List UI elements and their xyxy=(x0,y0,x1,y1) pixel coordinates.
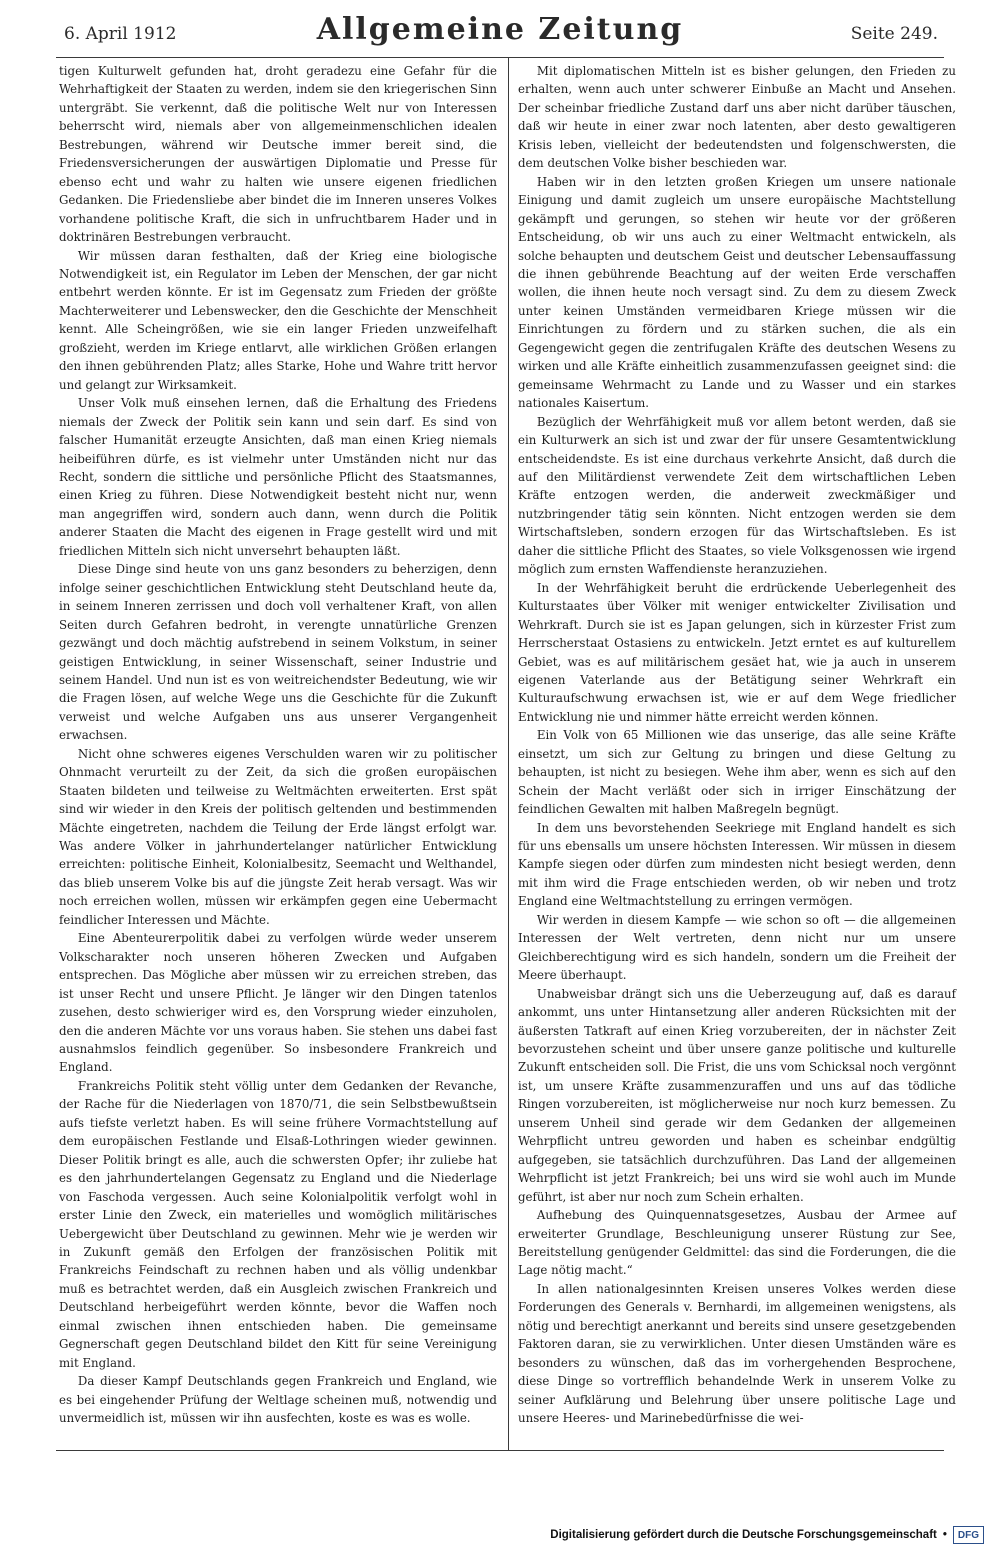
paragraph: Frankreichs Politik steht völlig unter dem Gedanken der Revanche, der Rache für die Niederlagen von 1870/71, die sein Selbstbewußtsein aufs tiefste verletzt haben. Es will seine frühere Vormachtstellung auf dem europäischen Festlande und Elsaß-Lothringen wieder gewinnen. Dieser Politik bringt es alle, auch die schwersten Opfer; ihr zuliebe hat es den jahrhundertelangen Gegensatz zu England und die Niederlage von Faschoda vergessen. Auch seine Kolonialpolitik verfolgt wohl in erster Linie den Zweck, ein materielles und womöglich militärisches Uebergewicht über Deutschland zu gewinnen. Mehr wie je werden wir in Zukunft gemäß den Erfolgen der französischen Politik mit Frankreichs Feindschaft zu rechnen haben und als völlig undenkbar muß es betrachtet werden, daß ein Ausgleich zwischen Frankreich und Deutschland herbeigeführt werden könnte, bevor die Waffen noch einmal zwischen ihnen entschieden haben. Die gemeinsame Gegnerschaft gegen Deutschland bildet den Kitt für seine Vereinigung mit England. xyxy=(59,1078,497,1370)
paragraph: Mit diplomatischen Mitteln ist es bisher gelungen, den Frieden zu erhalten, wenn auch unter schwerer Einbuße an Macht und Ansehen. Der scheinbar friedliche Zustand darf uns aber nicht darüber täuschen, daß wir heute in einer zwar noch latenten, aber desto gewaltigeren Krisis leben, vielleicht der bedeutendsten und folgenschwersten, die dem deutschen Volke bisher beschieden war. xyxy=(518,64,956,171)
paragraph: Ein Volk von 65 Millionen wie das unserige, das alle seine Kräfte einsetzt, um sich zur Geltung zu bringen und diese Geltung zu behaupten, ist nicht zu besiegen. Wehe ihm aber, wenn es sich auf den Schein der Macht verläßt oder sich in irriger Einschätzung der feindlichen Gewalten mit halben Maßregeln begnügt. xyxy=(518,728,956,817)
paragraph: In allen nationalgesinnten Kreisen unseres Volkes werden diese Forderungen des Generals v. Bernhardi, im allgemeinen wenigstens, als nötig und berechtigt anerkannt und bereits sind unsere gesetzgebenden Faktoren daran, sie zu verwirklichen. Unter diesen Umständen wäre es besonders zu wünschen, daß das im vorhergehenden Besprochene, diese Dinge so vortrefflich behandelnde Werk in unserem Volke zu seiner Aufklärung und Belehrung über unsere politische Lage und unsere Heeres- und Marinebedürfnisse die wei- xyxy=(518,1281,956,1426)
left-column xyxy=(59,62,497,1428)
page-number: Seite 249. xyxy=(850,24,938,44)
paragraph: Wir müssen daran festhalten, daß der Krieg eine biologische Notwendigkeit ist, ein Regulator im Leben der Menschen, der gar nicht entbehrt werden könnte. Er ist im Gegensatz zum Frieden der größte Machterweiterer und Lebenswecker, den die Geschichte der Menschheit kennt. Alle Scheingrößen, wie sie ein langer Frieden unzweifelhaft großzieht, werden im Kriege entlarvt, alle wirklichen Größen erlangen den ihnen gebührenden Platz; alles Starke, Hohe und Wahre tritt hervor und gelangt zur Wirksamkeit. xyxy=(59,248,497,392)
masthead-title: Allgemeine Zeitung xyxy=(316,12,684,47)
issue-date: 6. April 1912 xyxy=(64,24,177,44)
paragraph: Wir werden in diesem Kampfe — wie schon so oft — die allgemeinen Interessen der Welt vertreten, denn nicht nur um unsere Gleichberechtigung wird es sich handeln, sondern um die Freiheit der Meere überhaupt. xyxy=(518,912,956,983)
right-column xyxy=(518,62,956,1428)
paragraph: In dem uns bevorstehenden Seekriege mit England handelt es sich für uns ebensalls um unsere höchsten Interessen. Wir müssen in diesem Kampfe siegen oder dürfen zum mindesten nicht besiegt werden, denn mit ihm wird die Frage entschieden werden, ob wir neben und trotz England eine Weltmachtstellung zu erringen vermögen. xyxy=(518,820,956,909)
footer-rule xyxy=(56,1450,944,1451)
header-rule xyxy=(56,57,944,58)
paragraph: Eine Abenteurerpolitik dabei zu verfolgen würde weder unserem Volkscharakter noch unseren höheren Zwecken und Aufgaben entsprechen. Das Mögliche aber müssen wir zu erreichen streben, das ist unser Recht und unsere Pflicht. Je länger wir den Dingen tatenlos zusehen, desto schwieriger wird es, den Vorsprung wieder einzuholen, den die anderen Mächte vor uns voraus haben. Sie stehen uns dabei fast ausnahmslos feindlich gegenüber. So insbesondere Frankreich und England. xyxy=(59,931,497,1075)
column-divider xyxy=(508,58,509,1450)
paragraph: In der Wehrfähigkeit beruht die erdrückende Ueberlegenheit des Kulturstaates über Völker mit weniger entwickelter Zivilisation und Wehrkraft. Durch sie ist es Japan gelungen, sich in kürzester Frist zum Herrscherstaat Ostasiens zu entwickeln. Jetzt erntet es auf kulturellem Gebiet, was es auf militärischem gesäet hat, wie ja auch in unserem eigenen Vaterlande aus der Betätigung seiner Wehrkraft ein Kulturaufschwung erwachsen ist, wie er auf dem Wege friedlicher Entwicklung nie und nimmer hätte erreicht werden können. xyxy=(518,580,956,724)
digitization-credit xyxy=(550,1525,984,1545)
credit-separator: • xyxy=(942,1529,947,1541)
paragraph: Da dieser Kampf Deutschlands gegen Frankreich und England, wie es bei eingehender Prüfung der Weltlage scheinen muß, notwendig und unvermeidlich ist, müssen wir ihn ausfechten, koste es was es wolle. xyxy=(59,1374,497,1426)
paragraph: Bezüglich der Wehrfähigkeit muß vor allem betont werden, daß sie ein Kulturwerk an sich ist und zwar der für unsere Gesamtentwicklung entscheidendste. Es ist eine durchaus verkehrte Ansicht, daß durch die auf den Militärdienst verwendete Zeit dem wirtschaftlichen Leben Kräfte entzogen werden, die anderweit zweckmäßiger und nutzbringender tätig sein könnten. Nicht entzogen werden sie dem Wirtschaftsleben, sondern erzogen für das Wirtschaftsleben. Es ist daher die sittliche Pflicht des Staates, so viele Volksgenossen wie irgend möglich zum ernsten Waffendienste heranzuziehen. xyxy=(518,414,956,577)
paragraph: tigen Kulturwelt gefunden hat, droht geradezu eine Gefahr für die Wehrhaftigkeit der Staaten zu werden, indem sie den kriegerischen Sinn untergräbt. Sie verkennt, daß die politische Welt nur von Interessen beherrscht wird, niemals aber von allgemeinmenschlichen idealen Bestrebungen, während wir Deutsche immer bereit sind, die Friedensversicherungen der auswärtigen Diplomatie und Presse für ebenso echt und wahr zu halten wie unsere eigenen friedlichen Gedanken. Die Friedensliebe aber bindet die im Inneren unseres Volkes vorhandene politische Kraft, die sich in unfruchtbarem Hader und in doktrinären Bestrebungen verbraucht. xyxy=(59,64,497,245)
credit-text: Digitalisierung gefördert durch die Deutsche Forschungsgemeinschaft xyxy=(550,1529,937,1541)
dfg-logo: DFG xyxy=(953,1526,984,1544)
paragraph: Nicht ohne schweres eigenes Verschulden waren wir zu politischer Ohnmacht verurteilt zu der Zeit, da sich die großen europäischen Staaten bildeten und teilweise zu Weltmächten erweiterten. Erst spät sind wir wieder in den Kreis der politisch geltenden und bestimmenden Mächte eingetreten, nachdem die Teilung der Erde längst erfolgt war. Was andere Völker in jahrhundertelanger natürlicher Entwicklung erreichten: politische Einheit, Kolonialbesitz, Seemacht und Welthandel, das blieb unserem Volke bis auf die jüngste Zeit herab versagt. Was wir noch erreichen wollen, müssen wir erkämpfen gegen eine Uebermacht feindlicher Interessen und Mächte. xyxy=(59,746,497,927)
paragraph: Haben wir in den letzten großen Kriegen um unsere nationale Einigung und damit zugleich um unsere europäische Machtstellung gekämpft und gerungen, so stehen wir heute vor der größeren Entscheidung, ob wir uns auch zu einer Weltmacht entwickeln, als solche behaupten und deutschem Geist und deutscher Lebensauffassung die ihnen gebührende Beachtung auf der weiten Erde verschaffen wollen, die ihnen heute noch versagt sind. Zu dem zu diesem Zweck unter keinen Umständen vermeidbaren Kriege müssen wir die Einrichtungen zu fördern und zu stärken suchen, die als ein Gegengewicht gegen die zentrifugalen Kräfte des deutschen Wesens zu wirken und alle Kräfte einheitlich zusammenzufassen geeignet sind: die gemeinsame Wehrmacht zu Lande und zu Wasser und ein starkes nationales Kaisertum. xyxy=(518,174,956,411)
paragraph: Diese Dinge sind heute von uns ganz besonders zu beherzigen, denn infolge seiner geschichtlichen Entwicklung steht Deutschland heute da, in seinem Inneren zerrissen und doch voll verhaltener Kraft, von allen Seiten durch Gefahren bedroht, in verengte unnatürliche Grenzen gezwängt und doch mächtig aufstrebend in seinem Volkstum, in seiner geistigen Entwicklung, in seiner Wissenschaft, seiner Industrie und seinem Handel. Und nun ist es von weitreichendster Bedeutung, wie wir die Fragen lösen, auf welche Wege uns die Geschichte für die Zukunft verweist und welche Aufgaben uns aus unserer Vergangenheit erwachsen. xyxy=(59,562,497,743)
paragraph: Unser Volk muß einsehen lernen, daß die Erhaltung des Friedens niemals der Zweck der Politik sein kann und sein darf. Es sind von falscher Humanität erzeugte Ansichten, daß man einen Krieg niemals heibeiführen dürfe, es ist vielmehr unter Umständen nicht nur das Recht, sondern die sittliche und persönliche Pflicht des Staatsmannes, einen Krieg zu führen. Diese Notwendigkeit besteht nicht nur, wenn man angegriffen wird, sondern auch dann, wenn durch die Politik anderer Staaten die Macht des eigenen in Frage gestellt wird und mit friedlichen Mitteln sich nicht unversehrt behaupten läßt. xyxy=(59,396,497,558)
paragraph: Unabweisbar drängt sich uns die Ueberzeugung auf, daß es darauf ankommt, uns unter Hintansetzung aller anderen Rücksichten mit der äußersten Tatkraft auf einen Krieg vorzubereiten, der in nächster Zeit bevorzustehen scheint und über unsere ganze politische und kulturelle Zukunft entscheiden soll. Die Frist, die uns vom Schicksal noch vergönnt ist, um unsere Kräfte zusammenzuraffen und uns auf das tödliche Ringen vorzubereiten, ist möglicherweise nur noch kurz bemessen. Zu unserem Unheil sind gerade wir dem Gedanken der allgemeinen Wehrpflicht untreu geworden und haben es scheinbar endgültig aufgegeben, sie tatsächlich durchzuführen. Das Land der allgemeinen Wehrpflicht ist jetzt Frankreich; bei uns wird sie wohl auch im Munde geführt, ist aber nur noch zum Schein erhalten. xyxy=(518,986,956,1204)
paragraph: Aufhebung des Quinquennatsgesetzes, Ausbau der Armee auf erweiterter Grundlage, Beschleunigung unserer Rüstung zur See, Bereitstellung genügender Geldmittel: das sind die Forderungen, die die Lage nötig macht.“ xyxy=(518,1208,956,1278)
